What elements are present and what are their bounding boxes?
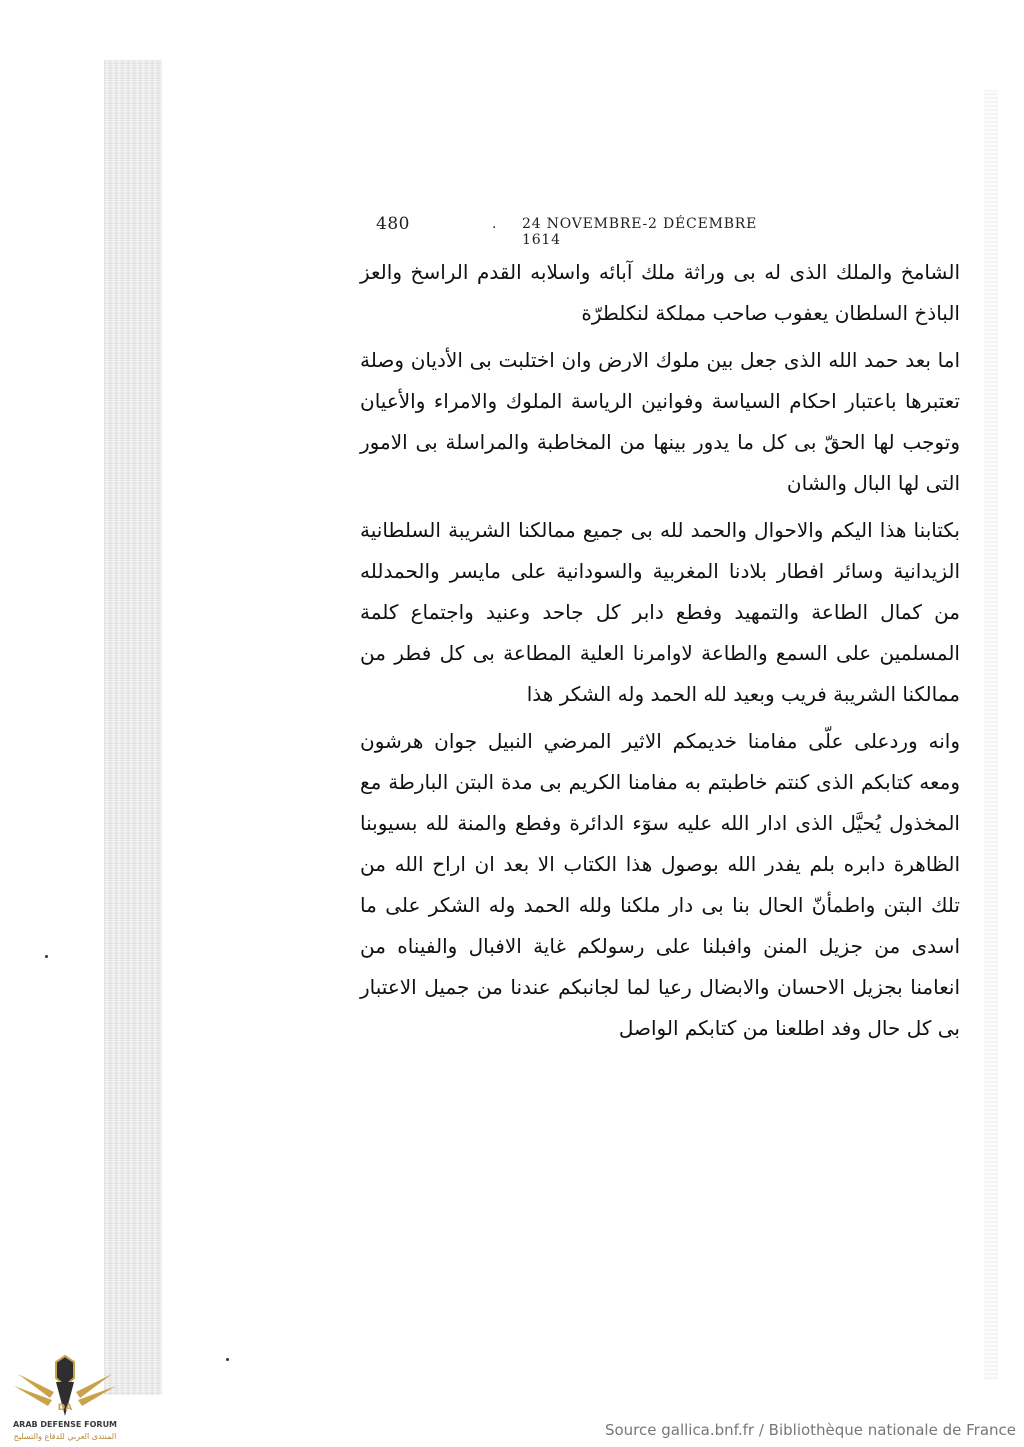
running-head — [376, 214, 796, 248]
paragraph-1: الشامخ والملك الذى له بى وراثة ملك آبائه واسلابه القدم الراسخ والعز الباذخ السلطان يعفوب صاحب مملكة لنكلطرّة — [360, 260, 960, 325]
letter-body — [360, 252, 960, 1055]
scan-speck — [45, 955, 48, 958]
watermark-title: ARAB DEFENSE FORUM — [12, 1420, 118, 1429]
forum-emblem-icon — [10, 1352, 120, 1422]
scan-binding-edge-left — [104, 60, 162, 1395]
emblem-letters: DA — [57, 1403, 73, 1413]
scan-binding-edge-right — [984, 90, 998, 1380]
arab-defense-forum-watermark — [10, 1352, 120, 1444]
scan-speck — [226, 1358, 229, 1361]
page-number: 480 — [376, 214, 410, 234]
source-credit: Source gallica.bnf.fr / Bibliothèque nationale de France — [604, 1421, 1016, 1439]
head-separator: . — [492, 216, 497, 232]
date-range: 24 NOVEMBRE-2 DÉCEMBRE 1614 — [522, 216, 758, 248]
paragraph-4: وانه وردعلى علّى مفامنا خديمكم الاثير المرضي النبيل جوان هرشون ومعه كتابكم الذى كنتم خاطبتم به مفامنا الكريم بى مدة البتن البارطة مع المخذول يُحيَّل الذى ادار الله عليه سوٓء الدائرة وفطع والمنة لله بسيوبنا الظاهرة دابره بلم يفدر الله بوصول هذا الكتاب الا بعد ان اراح الله من تلك البتن واطمأنّ الحال بنا بى دار ملكنا ولله الحمد وله الشكر على ما اسدى من جزيل المنن وافبلنا على رسولكم غاية الافبال والفيناه من انعامنا بجزيل الاحسان والابضال رعيا لما لجانبكم عندنا من جميل الاعتبار بى كل حال وفد اطلعنا من كتابكم الواصل — [360, 729, 960, 1040]
watermark-subtitle: المنتدى العربي للدفاع والتسليح — [13, 1432, 117, 1441]
paragraph-2: اما بعد حمد الله الذى جعل بين ملوك الارض وان اختلبت بى الأديان وصلة تعتبرها باعتبار احكام السياسة وفوانين الرياسة الملوك والامراء والأعيان وتوجب لها الحقّ بى كل ما يدور بينها من المخاطبة والمراسلة بى الامور التى لها البال والشان — [360, 348, 960, 495]
paragraph-3: بكتابنا هذا اليكم والاحوال والحمد لله بى جميع ممالكنا الشريبة السلطانية الزيدانية وسائر افطار بلادنا المغربية والسودانية على مايسر والحمدلله من كمال الطاعة والتمهيد وفطع دابر كل جاحد وعنيد واجتماع كلمة المسلمين على السمع والطاعة لاوامرنا العلية المطاعة بى كل فطر من ممالكنا الشريبة فريب وبعيد لله الحمد وله الشكر هذا — [360, 518, 960, 706]
